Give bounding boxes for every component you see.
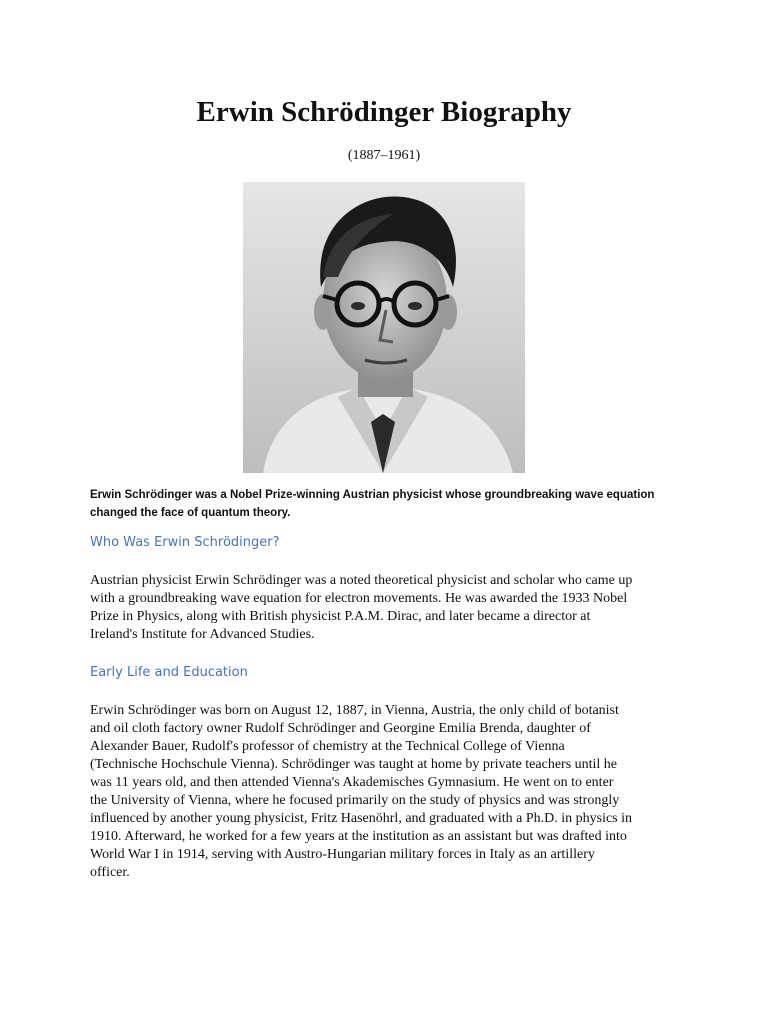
paragraph-line: (Technische Hochschule Vienna). Schrödinger was taught at home by private teachers until he	[90, 757, 618, 772]
section-heading-early-life: Early Life and Education	[90, 665, 248, 680]
caption-line: changed the face of quantum theory.	[90, 507, 291, 519]
paragraph-line: Prize in Physics, along with British physicist P.A.M. Dirac, and later became a director at	[90, 609, 591, 624]
paragraph-line: was 11 years old, and then attended Vienna's Akademisches Gymnasium. He went on to enter	[90, 775, 614, 790]
paragraph-line: the University of Vienna, where he focused primarily on the study of physics and was strongly	[90, 793, 620, 808]
document-title: Erwin Schrödinger Biography	[196, 96, 572, 128]
life-dates: (1887–1961)	[347, 148, 421, 163]
portrait-photo	[243, 182, 525, 473]
paragraph-line: Austrian physicist Erwin Schrödinger was a noted theoretical physicist and scholar who came up	[90, 573, 633, 588]
photo-caption	[90, 486, 680, 522]
paragraph-line: officer.	[90, 865, 130, 880]
caption-line: Erwin Schrödinger was a Nobel Prize-winning Austrian physicist whose groundbreaking wave equation	[90, 489, 655, 501]
paragraph-line: influenced by another young physicist, Fritz Hasenöhrl, and graduated with a Ph.D. in physics in	[90, 811, 633, 826]
paragraph-line: Alexander Bauer, Rudolf's professor of chemistry at the Technical College of Vienna	[90, 739, 565, 754]
paragraph-line: Ireland's Institute for Advanced Studies.	[90, 627, 315, 642]
section-heading-who-was: Who Was Erwin Schrödinger?	[90, 535, 280, 550]
paragraph-line: World War I in 1914, serving with Austro-Hungarian military forces in Italy as an artillery	[90, 847, 595, 862]
paragraph-line: with a groundbreaking wave equation for electron movements. He was awarded the 1933 Nobel	[90, 591, 628, 606]
section-paragraph-who-was	[90, 572, 680, 644]
paragraph-line: and oil cloth factory owner Rudolf Schrödinger and Georgine Emilia Brenda, daughter of	[90, 721, 591, 736]
paragraph-line: Erwin Schrödinger was born on August 12, 1887, in Vienna, Austria, the only child of botanist	[90, 703, 619, 718]
section-paragraph-early-life	[90, 702, 680, 882]
paragraph-line: 1910. Afterward, he worked for a few years at the institution as an assistant but was drafted into	[90, 829, 627, 844]
